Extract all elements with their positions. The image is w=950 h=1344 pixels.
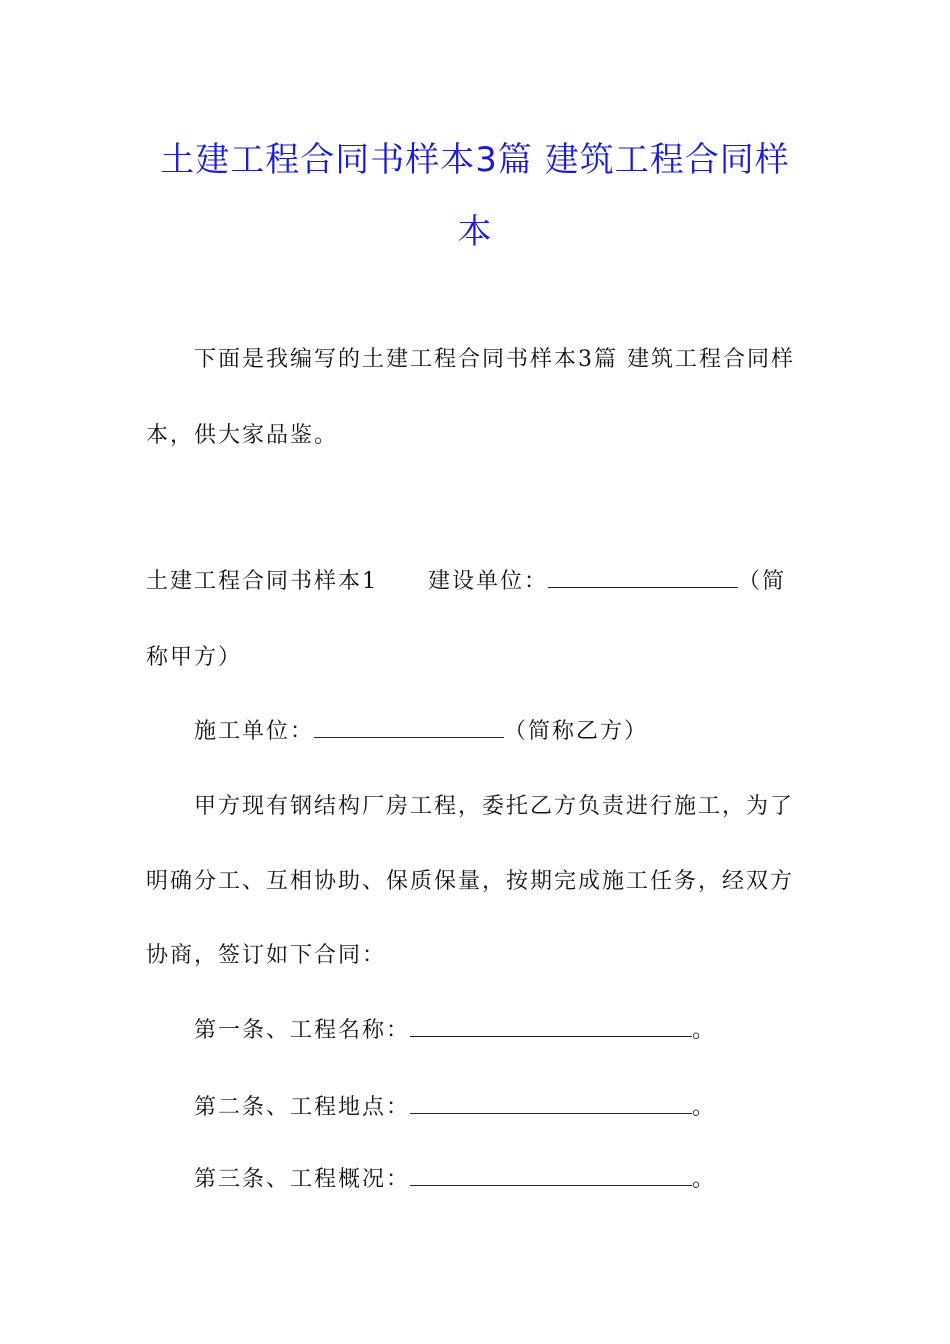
preamble-line-1: 甲方现有钢结构厂房工程，委托乙方负责进行施工，为了 [194, 794, 795, 819]
party-a-label: 建设单位： [428, 569, 549, 594]
contract-party-b-line [194, 717, 648, 747]
party-b-suffix: （简称乙方） [504, 719, 649, 744]
document-title-line-1: 土建工程合同书样本3篇 建筑工程合同样 [160, 140, 790, 180]
party-a-suffix: （简 [738, 569, 787, 594]
article-blank [410, 1167, 692, 1186]
article-blank [410, 1095, 692, 1114]
party-a-suffix-line: 称甲方） [146, 645, 243, 670]
party-b-label: 施工单位： [194, 719, 315, 744]
intro-line-1: 下面是我编写的土建工程合同书样本3篇 建筑工程合同样 [194, 347, 795, 372]
article-3 [194, 1165, 716, 1195]
article-2 [194, 1093, 716, 1123]
contract-heading: 土建工程合同书样本1 [146, 569, 378, 594]
article-end: 。 [692, 1018, 717, 1043]
party-a-blank [548, 569, 738, 588]
document-title-line-2: 本 [457, 212, 493, 252]
preamble-line-3: 协商，签订如下合同： [146, 943, 387, 968]
intro-line-2: 本，供大家品鉴。 [146, 423, 339, 448]
article-label: 第一条、工程名称： [194, 1018, 411, 1043]
article-label: 第二条、工程地点： [194, 1095, 411, 1120]
article-end: 。 [692, 1167, 717, 1192]
party-b-blank [314, 719, 504, 738]
preamble-line-2: 明确分工、互相协助、保质保量，按期完成施工任务，经双方 [146, 869, 795, 894]
contract-party-a-line [146, 567, 786, 597]
article-label: 第三条、工程概况： [194, 1167, 411, 1192]
article-end: 。 [692, 1095, 717, 1120]
article-blank [410, 1018, 692, 1037]
article-1 [194, 1016, 716, 1046]
